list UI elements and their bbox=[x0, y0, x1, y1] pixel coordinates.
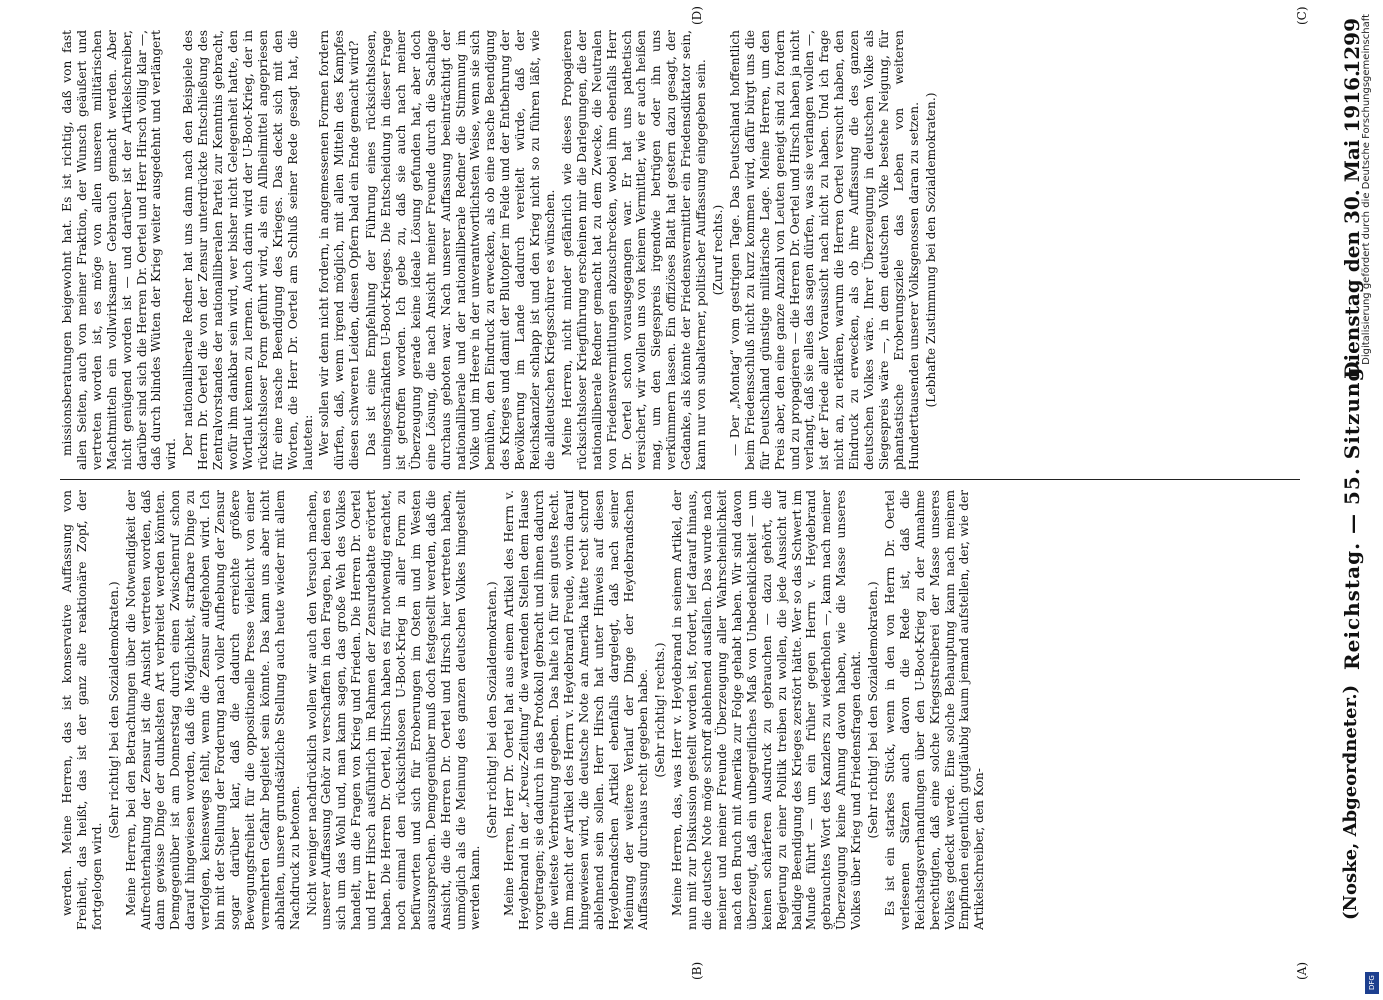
paragraph: (Sehr richtig! bei den Sozialdemokraten.) bbox=[106, 581, 121, 839]
paragraph: Es ist ein starkes Stück, wenn in den von Herrn Dr. Oertel verlesenen Sätzen auch davon die Rede ist, daß die Reichstagsverhandlungen über den U-Boot-Krieg zu der Annahme berechtigten, daß eine solche Kriegsstreiberei der Masse unseres Volkes gedeckt werde. Eine solche Behauptung kann nach meinem Empfinden eigentlich gutgläubig kaum jemand aufstellen, der, wie der Artikelschreiber, den Kon- bbox=[882, 490, 987, 930]
margin-mark-a: (A) bbox=[1295, 961, 1309, 980]
margin-mark-b: (B) bbox=[690, 961, 704, 980]
paragraph: (Sehr richtig! rechts.) bbox=[653, 642, 668, 778]
margin-mark-c: (C) bbox=[1295, 6, 1309, 25]
paragraph: Das ist eine Empfehlung der Führung eines rücksichtslosen, uneingeschränkten U-Boot-Krieges. Die Entscheidung in dieser Frage ist getroffen worden. Ich gebe zu, daß sie auch nach meiner Überzeugung gerade keine ideale Lösung gefunden hat, aber doch eine Lösung, die nach Ansicht meiner Freunde durch die Sachlage durchaus geboten war. Nach unserer Auffassung beeinträchtigt der nationalliberale und der nationalliberale Redner die Stimmung im Volke und im Heere in der unverantwortlichsten Weise, wenn sie sich bemühen, den Eindruck zu erwecken, als ob eine rasche Beendigung des Krieges und damit der Blutopfer im Felde und der Entbehrung der Bevölkerung im Lande dadurch vereitelt würde, daß der Reichskanzler schlapp ist und den Krieg nicht so zu führen läßt, wie die alldeutschen Kriegsschürer es wünschen. bbox=[364, 30, 557, 470]
paragraph: Der nationalliberale Redner hat uns dann nach den Beispiele des Herrn Dr. Oertel die von der Zensur unterdrückte Entschließung des Zentralvorstandes der nationalliberalen Partei zur Kenntnis gebracht, wofür ihm dankbar sein wird, wer bisher nicht Gelegenheit hatte, den Wortlaut kennen zu lernen. Auch darin wird der U-Boot-Krieg, der in rücksichtsloser Form geführt wird, als ein Allheilmittel angepriesen für eine rasche Beendigung des Krieges. Das deckt sich mit den Worten, die Herr Dr. Oertel am Schluß seiner Rede gesagt hat, die lauteten: bbox=[181, 30, 315, 470]
dfg-logo: DFG bbox=[1365, 972, 1379, 994]
credit-text: Digitalisierung gefördert durch die Deutsche Forschungsgemeinschaft bbox=[1361, 14, 1372, 365]
paragraph: Meine Herren, bei den Betrachtungen über die Notwendigkeit der Aufrechterhaltung der Zensur ist die Ansicht vertreten worden, daß dann gewisse Dinge der dunkelsten Art verbreitet werden könnten. Demgegenüber ist am Donnerstag durch einen Zwischenruf schon darauf hingewiesen worden, daß die Möglichkeit, strafbare Dinge zu verfolgen, keineswegs fehlt, wenn die Zensur aufgehoben wird. Ich bin mit der Stellung der Forderung nach voller Aufhebung der Zensur sogar darüber klar, daß die dadurch erreichte größere Bewegungsfreiheit für die oppositionelle Presse vielleicht von einer vermehrten Gefahr begleitet sein könnte. Das kann uns aber nicht abhalten, unsere grundsätzliche Stellung auch heute wieder mit allem Nachdruck zu betonen. bbox=[123, 490, 302, 930]
header-date: Dienstag den 30. Mai 1916. bbox=[1340, 70, 1364, 379]
paragraph: Wer sollen wir denn nicht fordern, in angemessenen Formen fordern dürfen, daß, wenn irgend möglich, mit allen Mitteln des Kampfes diesen schweren Leiden, diesen Opfern bald ein Ende gemacht wird? bbox=[317, 30, 362, 470]
paragraph: werden. Meine Herren, das ist konservative Auffassung von Freiheit, das heißt, das ist der ganz alte reaktionäre Zopf, der fortgelogen wird. bbox=[60, 490, 104, 930]
right-column bbox=[60, 30, 1300, 470]
paragraph: missionsberatungen beigewohnt hat. Es ist richtig, daß von fast allen Seiten, auch von meiner Fraktion, der Wunsch geäußert und vertreten worden ist, es möge von allen unseren militärischen Machtmitteln ein vollwirksamer Gebrauch gemacht werden. Aber nicht genügend worden ist — und darüber ist der Artikelschreiber, darüber sind sich die Herren Dr. Oertel und Herr Hirsch völlig klar —, daß durch blindes Wüten der Krieg weiter ausgedehnt und verlängert wird. bbox=[60, 30, 179, 470]
paragraph: Meine Herren, Herr Dr. Oertel hat aus einem Artikel des Herrn v. Heydebrand in der „Kreuz-Zeitung“ die wartenden Stellen dem Hause vorgetragen; sie dadurch in das Protokoll gebracht und ihnen dadurch die weiteste Verbreitung gegeben. Das halte ich für sein gutes Recht. Ihm macht der Artikel des Herrn v. Heydebrand Freude, worin darauf hingewiesen wird, die deutsche Note an Amerika hätte recht schroff ablehnend sein sollen. Herr Hirsch hat unter Hinweis auf diesen Heydebrandschen Artikel ebenfalls dargelegt, daß nach seiner Meinung der weitere Verlauf der Dinge der Heydebrandschen Auffassung durchaus recht gegeben habe. bbox=[502, 490, 651, 930]
paragraph: — Der „Montag“ vom gestrigen Tage. Das Deutschland hoffentlich beim Friedensschluß nicht zu kurz kommen wird, dafür bürgt uns die für Deutschland günstige militärische Lage. Meine Herren, um den Preis aber, den eine ganze Anzahl von Leuten geneigt sind zu fordern und zu propagieren — die Herren Dr. Oertel und Hirsch haben ja nicht verlangt, daß sie alles das sagen dürfen, was sie verlangen wollen —, ist der Friede aller Voraussicht nach nicht zu haben. Und ich frage nicht an, zu erklären, warum die Herren Oertel versucht haben, den Eindruck zu erwecken, als ob ihre Auffassung die des ganzen deutschen Volkes wäre. Ihrer Überzeugung in deutschen Volke als Siegespreis wäre —, in dem deutschen Volke bestehe Neigung, für phantastische Eroberungsziele das Leben von weiteren Hunderttausenden unserer Volksgenossen daran zu setzen. bbox=[727, 30, 921, 470]
paragraph: Meine Herren, nicht minder gefährlich wie dieses Propagieren rücksichtsloser Kriegführung erscheinen mir die Darlegungen, die der nationalliberale Redner gemacht hat zu dem Zwecke, die Neutralen von Friedensvermittlungen abzuschrecken, wobei ihm ebenfalls Herr Dr. Oertel schon vorausgegangen war. Er hat uns pathetisch versichert, wir wollen uns von keinem Vermittler, wie er auch heißen mag, um den Siegespreis irgendwie betrügen oder ihn uns verkümmern lassen. Ein offiziöses Blatt hat gestern dazu gesagt, der Gedanke, als könnte der Friedensvermittler ein Friedensdiktator sein, kann nur von subalterner, politischer Auffassung eingegeben sein. bbox=[559, 30, 709, 470]
header-speaker: (Noske, Abgeordneter.) bbox=[1340, 684, 1361, 920]
header-title: Reichstag. — 55. Sitzung. bbox=[1340, 358, 1364, 670]
paragraph: (Sehr richtig! bei den Sozialdemokraten.) bbox=[485, 581, 500, 839]
paragraph: (Zuruf rechts.) bbox=[710, 204, 725, 296]
left-column bbox=[60, 490, 1300, 930]
page-number: 1299 bbox=[1340, 18, 1364, 74]
column-divider bbox=[60, 479, 1300, 480]
paragraph: Meine Herren, das, was Herr v. Heydebrand in seinem Artikel, der nun mit zur Diskussion gestellt worden ist, fordert, lief darauf hinaus, die deutsche Note möge schroff ablehnend ausfallen. Das wurde nach meiner und meiner Freunde Überzeugung aller Wahrscheinlichkeit nach den Bruch mit Amerika zur Folge gehabt haben. Wir sind davon überzeugt, daß ein unbegreifliches Maß von Unbedenklichkeit — um keinen schärferen Ausdruck zu gebrauchen — dazu gehört, die Regierung zu einer Politik treiben zu wollen, die jede Aussicht auf baldige Beendigung des Krieges zerstört hätte. Wer so das Schwert im Munde führt — um ein früher gegen Herrn v. Heydebrand gebrauchtes Wort des Kanzlers zu wiederholen —, kann nach meiner Überzeugung keine Ahnung davon haben, wie die Masse unseres Volkes über Krieg und Friedensfragen denkt. bbox=[670, 490, 864, 930]
page-body bbox=[60, 30, 1310, 930]
paragraph: (Sehr richtig! bei den Sozialdemokraten.) bbox=[866, 581, 881, 839]
paragraph: Nicht weniger nachdrücklich wollen wir auch den Versuch machen, unserer Auffassung Gehör zu verschaffen in den Fragen, bei denen es sich um das Wohl und, man kann sagen, das große Weh des Volkes handelt, um die Fragen von Krieg und Frieden. Die Herren Dr. Oertel und Herr Hirsch ausführlich im Rahmen der Zensurdebatte erörtert haben. Die Herren Dr. Oertel, Hirsch haben es für notwendig erachtet, noch einmal den rücksichtslosen U-Boot-Krieg in aller Form zu befürworten und sich für Eroberungen im Osten und im Westen auszusprechen. Demgegenüber muß doch festgestellt werden, daß die Ansicht, die die Herren Dr. Oertel und Hirsch hier vertreten haben, unmöglich als die Meinung des ganzen deutschen Volkes hingestellt werden kann. bbox=[304, 490, 483, 930]
paragraph: (Lebhafte Zustimmung bei den Sozialdemokraten.) bbox=[923, 92, 938, 408]
digitization-credit bbox=[1361, 14, 1379, 994]
margin-mark-d: (D) bbox=[690, 6, 704, 25]
